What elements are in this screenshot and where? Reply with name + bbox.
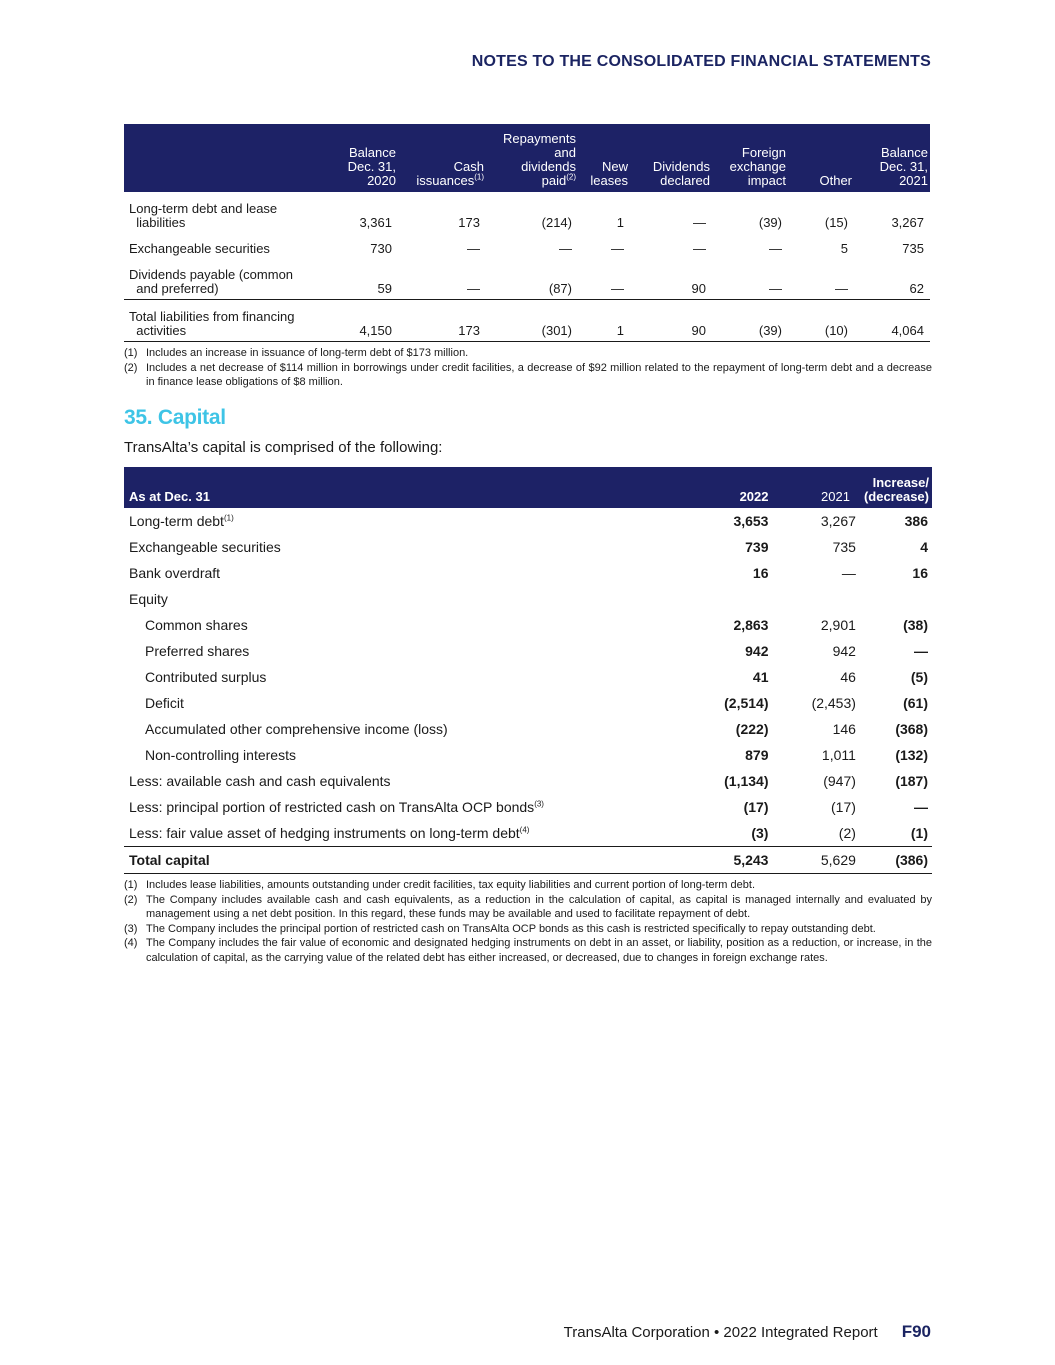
cell-2022: (222)	[735, 721, 769, 737]
capital-row-label: Exchangeable securities	[129, 539, 281, 555]
cell-2022: (17)	[743, 799, 769, 815]
t1-col-header: Dividends declared	[630, 124, 712, 192]
t1-row	[124, 192, 930, 232]
capital-row	[124, 586, 932, 612]
cell-2021: 3,267	[820, 513, 856, 529]
t1-cell: 1	[616, 215, 624, 230]
footer-text: TransAlta Corporation • 2022 Integrated Report	[563, 1324, 878, 1341]
cell-2022: 879	[745, 747, 769, 763]
section-title: 35. Capital	[124, 406, 226, 429]
t1-cell: 735	[902, 241, 924, 256]
cell-2021: 146	[832, 721, 856, 737]
cell-change: (38)	[903, 617, 928, 633]
cell-change: 4	[920, 539, 928, 555]
t1-row	[124, 232, 930, 258]
footnote: (1) Includes an increase in issuance of long-term debt of $173 million.	[124, 347, 469, 359]
capital-row	[124, 664, 932, 690]
total-label: Total capital	[124, 847, 697, 874]
t1-cell: (39)	[712, 300, 788, 342]
cell-2021: (2,453)	[811, 695, 856, 711]
t1-col-header: Cash issuances$^{(1)}$	[398, 124, 486, 192]
t1-cell: 62	[854, 258, 930, 300]
t1-col-header: Repayments and dividends paid$^{(2)}$	[486, 124, 578, 192]
t1-cell: 90	[630, 300, 712, 342]
capital-row-label: Less: available cash and cash equivalents	[129, 773, 391, 789]
footnote: (2) Includes a net decrease of $114 million in borrowings under credit facilities, a decrease of $92 million related to the repayment of long-term debt and a decrease in finance lease obligations of $8 million.	[124, 361, 932, 388]
cell-2021: 2,901	[820, 617, 856, 633]
t1-row-label: Exchangeable securities	[129, 241, 270, 256]
t1-cell: (10)	[788, 300, 854, 342]
capital-row	[124, 820, 932, 847]
t1-col-header: Balance Dec. 31, 2020	[320, 124, 398, 192]
header-as-at: As at Dec. 31	[124, 467, 697, 508]
cell-change: 16	[912, 565, 928, 581]
capital-row-label: Less: principal portion of restricted cash on TransAlta OCP bonds$^{(3)}$	[129, 799, 544, 815]
capital-row	[124, 534, 932, 560]
cell-2022: 2,863	[733, 617, 769, 633]
t1-row	[124, 300, 930, 342]
capital-row-label: Bank overdraft	[129, 565, 221, 581]
t1-row-label: Total liabilities from financing activities	[124, 300, 320, 342]
cell-2021: 1,011	[821, 747, 856, 763]
t1-cell: 4,064	[854, 300, 930, 342]
t1-cell: 173	[398, 300, 486, 342]
t1-cell: 1	[578, 300, 630, 342]
cell-change: (368)	[895, 721, 928, 737]
page-footer	[564, 1322, 931, 1342]
t1-cell: 173	[458, 215, 480, 230]
capital-row-label: Less: fair value asset of hedging instruments on long-term debt$^{(4)}$	[124, 820, 697, 847]
t1-col-header: New leases	[578, 124, 630, 192]
capital-row	[124, 612, 932, 638]
cell-change: (132)	[895, 747, 928, 763]
capital-row	[124, 742, 932, 768]
header-2022: 2022	[697, 467, 773, 508]
t1-col-header	[124, 124, 320, 192]
t1-cell: 90	[630, 258, 712, 300]
t1-cell: —	[769, 241, 782, 256]
cell-2022: 942	[745, 643, 769, 659]
t1-cell: (301)	[486, 300, 578, 342]
capital-row	[124, 768, 932, 794]
page-number: F90	[901, 1322, 931, 1341]
t1-cell: —	[578, 258, 630, 300]
cell-2021	[772, 586, 859, 612]
capital-row-label: Long-term debt$^{(1)}$	[129, 513, 234, 529]
t1-row-label: Long-term debt and lease liabilities	[129, 201, 278, 230]
financing-liabilities-table	[124, 124, 930, 342]
capital-row-label: Common shares	[145, 617, 248, 633]
cell-2022: 41	[752, 669, 769, 685]
cell-2022: (2,514)	[724, 695, 769, 711]
section-intro: TransAlta’s capital is comprised of the following:	[124, 439, 443, 456]
cell-change: —	[914, 643, 928, 659]
cell-change: (1)	[860, 820, 932, 847]
cell-2021: 942	[832, 643, 856, 659]
t1-cell: —	[467, 241, 480, 256]
cell-2022: (3)	[697, 820, 773, 847]
capital-row-label: Non-controlling interests	[145, 747, 296, 763]
t1-cell: 3,267	[891, 215, 924, 230]
t1-cell: —	[712, 258, 788, 300]
cell-change: (5)	[910, 669, 928, 685]
page-header: NOTES TO THE CONSOLIDATED FINANCIAL STATEMENTS	[471, 53, 931, 70]
cell-change: 386	[904, 513, 928, 529]
footnote: (2) The Company includes available cash and cash equivalents, as a reduction in the calculation of capital, as capital is managed internally and evaluated by management using a net debt position. In this regard, these funds may be available and used to facilitate repayment of debt.	[124, 893, 932, 920]
cell-2021: 735	[832, 539, 856, 555]
cell-change	[860, 586, 932, 612]
cell-change: —	[914, 799, 928, 815]
capital-row-label: Deficit	[145, 695, 184, 711]
cell-change: (61)	[903, 695, 928, 711]
t1-cell: (214)	[541, 215, 572, 230]
cell-2022: 16	[752, 565, 769, 581]
table2-header-row	[124, 467, 932, 508]
t1-cell: 5	[840, 241, 848, 256]
cell-2021: (2)	[772, 820, 859, 847]
t1-cell: 730	[370, 241, 392, 256]
header-2021: 2021	[772, 467, 859, 508]
table2-footnotes	[124, 878, 932, 965]
t1-cell: —	[559, 241, 572, 256]
cell-2022: 3,653	[733, 513, 769, 529]
t1-cell: —	[611, 241, 624, 256]
cell-2021: —	[841, 565, 856, 581]
t1-cell: —	[693, 215, 706, 230]
t1-cell: —	[693, 241, 706, 256]
footnote: (4) The Company includes the fair value of economic and designated hedging instruments on debt in an asset, or liability, position as a reduction, or increase, in the calculation of capital, as the carrying value of the related debt has either increased, or decreased, due to changes in foreign exchange rates.	[124, 937, 932, 964]
t1-col-header: Balance Dec. 31, 2021	[854, 124, 930, 192]
t1-row-label: Dividends payable (common and preferred)	[124, 258, 320, 300]
capital-row	[124, 716, 932, 742]
table1-footnotes	[124, 346, 932, 390]
capital-row-label: Contributed surplus	[145, 669, 267, 685]
t1-col-header: Other	[788, 124, 854, 192]
capital-row	[124, 690, 932, 716]
t1-col-header: Foreign exchange impact	[712, 124, 788, 192]
capital-row	[124, 638, 932, 664]
capital-row-label: Preferred shares	[145, 643, 250, 659]
t1-cell: 3,361	[359, 215, 392, 230]
total-2022: 5,243	[697, 847, 773, 874]
cell-2022: (1,134)	[724, 773, 769, 789]
cell-2022: 739	[745, 539, 769, 555]
total-2021: 5,629	[772, 847, 859, 874]
header-change: Increase/ (decrease)	[860, 467, 932, 508]
t1-cell: —	[788, 258, 854, 300]
t1-row	[124, 258, 930, 300]
t1-cell: 59	[320, 258, 398, 300]
capital-row	[124, 794, 932, 820]
t1-cell: —	[398, 258, 486, 300]
capital-table	[124, 467, 932, 874]
cell-change: (187)	[895, 773, 928, 789]
cell-2022	[697, 586, 773, 612]
t1-cell: (15)	[824, 215, 848, 230]
t1-cell: (87)	[486, 258, 578, 300]
total-change: (386)	[860, 847, 932, 874]
cell-2021: (947)	[823, 773, 856, 789]
capital-row	[124, 560, 932, 586]
t1-cell: 4,150	[320, 300, 398, 342]
capital-row-label: Equity	[129, 591, 168, 607]
t1-cell: (39)	[758, 215, 782, 230]
capital-total-row	[124, 847, 932, 874]
footnote: (1) Includes lease liabilities, amounts outstanding under credit facilities, tax equity liabilities and current portion of long-term debt.	[124, 879, 755, 891]
table1-header-row	[124, 124, 930, 192]
cell-2021: 46	[840, 669, 856, 685]
capital-row-label: Accumulated other comprehensive income (loss)	[145, 721, 448, 737]
footnote: (3) The Company includes the principal portion of restricted cash on TransAlta OCP bonds as this cash is restricted specifically to repay outstanding debt.	[124, 922, 876, 935]
capital-row	[124, 508, 932, 534]
cell-2021: (17)	[831, 799, 856, 815]
